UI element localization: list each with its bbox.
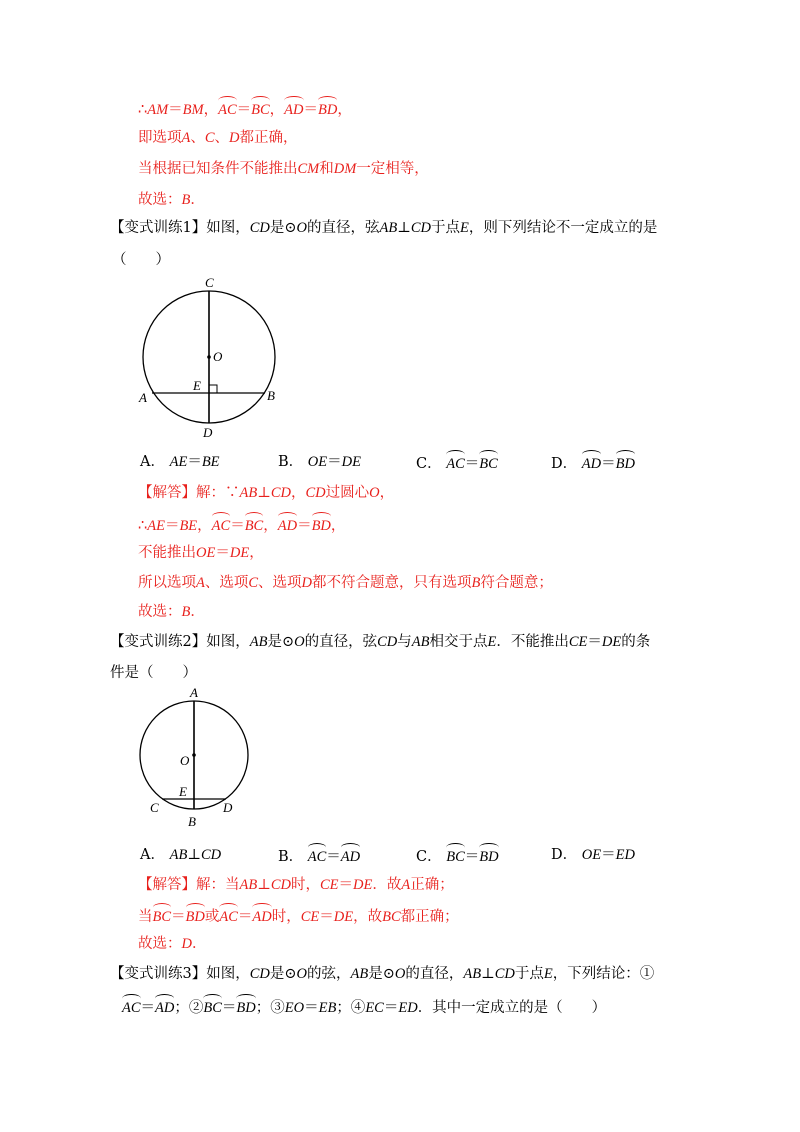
comma: ，	[249, 545, 264, 561]
option-label: D．	[551, 456, 578, 472]
seg: EB	[318, 1000, 337, 1016]
point: O	[369, 485, 380, 501]
q1-solution-line-4	[138, 573, 553, 593]
seg: BE	[179, 518, 198, 534]
seg: CE	[320, 877, 339, 893]
text: 符合题意；	[480, 575, 553, 591]
text: 的直径，弦	[307, 220, 380, 236]
text: ，	[291, 485, 306, 501]
text: 都正确；	[400, 909, 459, 925]
option-label: B．	[278, 454, 304, 470]
label-c: C	[150, 800, 159, 815]
sep: 、	[190, 130, 205, 146]
eq: ＝	[187, 454, 202, 470]
eq: ＝	[237, 909, 253, 925]
arc: AC	[212, 512, 231, 536]
question-tag: 【变式训练2】	[110, 634, 207, 650]
seg: AE	[169, 454, 188, 470]
text: 故选：	[138, 604, 182, 620]
seg-am: AM	[147, 102, 169, 118]
q1-option-b[interactable]	[278, 452, 361, 472]
seg-dm: DM	[333, 161, 357, 177]
label-b: B	[188, 814, 196, 829]
option-label: A．	[140, 847, 165, 863]
arc: BD	[186, 903, 205, 927]
label-d: D	[203, 425, 213, 440]
option-label: B．	[278, 849, 304, 865]
arc: BC	[479, 450, 498, 474]
eq: ＝	[164, 518, 180, 534]
point: E	[543, 966, 553, 982]
intro-line-3	[138, 159, 429, 179]
eq: ＝	[327, 454, 342, 470]
text: 故选：	[138, 936, 182, 952]
option-label: A．	[140, 454, 165, 470]
q3-stem	[110, 964, 654, 984]
text: 相交于点	[429, 634, 488, 650]
arc: AD	[341, 843, 360, 867]
q1-solution-line-5	[138, 602, 205, 622]
arc: AD	[155, 994, 174, 1018]
period: ．	[190, 192, 205, 208]
seg: DE	[333, 909, 354, 925]
eq: ＝	[221, 1000, 237, 1016]
option-label: C．	[416, 456, 442, 472]
arc: AC	[219, 903, 238, 927]
perp: ⊥	[257, 877, 271, 893]
therefore-symbol: ∴	[138, 102, 148, 118]
point: O	[296, 966, 308, 982]
seg: AB	[239, 485, 258, 501]
label-a: A	[139, 390, 147, 405]
q2-figure	[130, 684, 270, 830]
intro-line-1	[138, 96, 352, 120]
text: 过圆心	[325, 485, 370, 501]
eq: ＝	[215, 545, 230, 561]
seg: AB	[169, 847, 188, 863]
text: 如图，	[206, 634, 250, 650]
opt-ref: BC	[382, 909, 401, 925]
text: 正确；	[410, 877, 454, 893]
text: 时，	[271, 909, 301, 925]
solution-tag: 【解答】	[138, 877, 196, 893]
text: 、选项	[258, 575, 302, 591]
text: ．故	[372, 877, 402, 893]
text: 即选项	[138, 130, 182, 146]
seg: ED	[398, 1000, 418, 1016]
text: 是⊙	[267, 634, 295, 650]
text: 于点	[431, 220, 461, 236]
arc: BD	[236, 994, 255, 1018]
right-angle-mark	[209, 385, 217, 393]
comma: ，	[330, 518, 346, 534]
arc: BC	[203, 994, 222, 1018]
text: 是⊙	[269, 220, 297, 236]
seg: CE	[300, 909, 320, 925]
q1-stem	[110, 218, 657, 238]
text: 都不符合题意，只有选项	[312, 575, 472, 591]
seg: EC	[365, 1000, 384, 1016]
q3-stem-line-2	[122, 994, 606, 1018]
seg: OE	[307, 454, 328, 470]
seg: CD	[494, 966, 515, 982]
seg: DE	[229, 545, 250, 561]
seg: ED	[615, 847, 635, 863]
seg: BE	[201, 454, 220, 470]
arc: AC	[122, 994, 141, 1018]
text: 的弦，	[307, 966, 351, 982]
arc-bd: BD	[318, 96, 337, 120]
text: ；④	[336, 1000, 366, 1016]
seg: CD	[270, 485, 292, 501]
text: 当根据已知条件不能推出	[138, 161, 298, 177]
text: ；②	[174, 1000, 204, 1016]
perp: ⊥	[481, 966, 495, 982]
opt-ref: C	[248, 575, 259, 591]
text: ，则下列结论不一定成立的是	[468, 220, 658, 236]
point: O	[296, 220, 308, 236]
eq: ＝	[297, 518, 312, 534]
eq: ＝	[303, 102, 319, 118]
perp: ⊥	[257, 485, 271, 501]
seg: AB	[411, 634, 430, 650]
comma: ，	[203, 102, 219, 118]
seg: CE	[568, 634, 588, 650]
text: 如图，	[206, 220, 250, 236]
seg: AB	[249, 634, 268, 650]
option-label: D．	[551, 847, 578, 863]
q1-figure	[130, 270, 300, 440]
q2-solution-line-3	[138, 934, 206, 954]
seg: DE	[353, 877, 373, 893]
opt-ref: A	[401, 877, 411, 893]
q1-option-d[interactable]	[551, 450, 635, 474]
label-b: B	[267, 388, 275, 403]
text: ，下列结论：①	[552, 966, 655, 982]
label-e: E	[193, 378, 201, 393]
eq: ＝	[319, 909, 334, 925]
text: ．其中一定成立的是（ ）	[417, 1000, 607, 1016]
text: 如图，	[206, 966, 250, 982]
seg: CD	[410, 220, 432, 236]
text: ；③	[255, 1000, 285, 1016]
text: 的条	[621, 634, 651, 650]
text: 所以选项	[138, 575, 196, 591]
intro-line-2	[138, 128, 298, 148]
eq: ＝	[464, 456, 480, 472]
point: O	[294, 634, 305, 650]
text: 都正确，	[239, 130, 298, 146]
sep: 、	[214, 130, 230, 146]
arc: AD	[582, 450, 601, 474]
q2-stem-line-2: 件是（ ）	[110, 665, 197, 681]
opt-ref: A	[181, 130, 191, 146]
label-c: C	[205, 275, 214, 290]
text: 的直径，弦	[304, 634, 378, 650]
eq: ＝	[601, 847, 616, 863]
answer: D	[181, 936, 192, 952]
q1-solution-line-3	[138, 543, 264, 563]
q1-option-c[interactable]	[416, 450, 498, 474]
solution-tag: 【解答】	[138, 485, 196, 501]
q2-option-d[interactable]	[551, 845, 635, 865]
seg-cm: CM	[297, 161, 320, 177]
q2-stem	[110, 632, 650, 652]
eq: ＝	[230, 518, 245, 534]
seg: CD	[200, 847, 222, 863]
text: 不能推出	[138, 545, 196, 561]
opt-ref: C	[204, 130, 215, 146]
point: O	[394, 966, 406, 982]
seg: AB	[379, 220, 398, 236]
arc-bc: BC	[251, 96, 270, 120]
eq: ＝	[587, 634, 602, 650]
answer: B	[181, 604, 191, 620]
arc-ac: AC	[218, 96, 237, 120]
seg: CD	[249, 966, 270, 982]
label-a: A	[190, 685, 198, 700]
text: ．不能推出	[496, 634, 569, 650]
eq: ＝	[383, 1000, 399, 1016]
text: 于点	[514, 966, 544, 982]
text: 解：∵	[196, 485, 240, 501]
arc: AC	[308, 843, 327, 867]
eq: ＝	[338, 877, 354, 893]
text: 一定相等，	[356, 161, 429, 177]
comma: ，	[263, 518, 278, 534]
q1-solution-line-2	[138, 512, 345, 536]
text: 与	[397, 634, 412, 650]
eq: ＝	[236, 102, 252, 118]
eq: ＝	[601, 456, 616, 472]
question-tag: 【变式训练1】	[110, 220, 207, 236]
text: ，	[379, 485, 395, 501]
seg: CD	[305, 485, 326, 501]
opt-ref: D	[301, 575, 313, 591]
eq: ＝	[326, 849, 341, 865]
seg: OE	[196, 545, 216, 561]
arc: AD	[252, 903, 271, 927]
arc: BD	[479, 843, 498, 867]
text: ，故	[353, 909, 383, 925]
opt-ref: B	[471, 575, 481, 591]
option-label: C．	[416, 849, 442, 865]
seg: AB	[239, 877, 258, 893]
text: 、选项	[204, 575, 249, 591]
seg: CD	[270, 877, 292, 893]
label-e: E	[179, 784, 187, 799]
text: 解：当	[196, 877, 240, 893]
eq: ＝	[168, 102, 183, 118]
seg: AE	[147, 518, 165, 534]
seg: AB	[350, 966, 369, 982]
comma: ，	[269, 102, 285, 118]
comma: ，	[197, 518, 212, 534]
q2-solution-line-1	[138, 875, 454, 895]
answer: B	[181, 192, 191, 208]
opt-ref: A	[196, 575, 205, 591]
comma: ，	[337, 102, 352, 118]
arc: BD	[616, 450, 635, 474]
label-o: O	[180, 753, 190, 768]
seg: CD	[377, 634, 398, 650]
perp: ⊥	[397, 220, 411, 236]
opt-ref: D	[229, 130, 240, 146]
q1-option-a[interactable]	[140, 452, 220, 472]
point: E	[460, 220, 469, 236]
eq: ＝	[304, 1000, 319, 1016]
text: 和	[319, 161, 334, 177]
arc: BC	[153, 903, 172, 927]
point: E	[487, 634, 497, 650]
period: ．	[191, 936, 207, 952]
period: ．	[190, 604, 205, 620]
q2-option-b[interactable]	[278, 843, 360, 867]
seg: DE	[601, 634, 622, 650]
eq: ＝	[171, 909, 186, 925]
label-d: D	[223, 800, 233, 815]
text: 是⊙	[368, 966, 395, 982]
center-dot	[207, 355, 211, 359]
seg-bm: BM	[182, 102, 204, 118]
seg: AB	[463, 966, 482, 982]
q1-solution-line-1	[138, 483, 394, 503]
intro-line-4	[138, 190, 205, 210]
eq: ＝	[464, 849, 480, 865]
text: 时，	[291, 877, 321, 893]
therefore-symbol: ∴	[138, 518, 148, 534]
arc: AD	[278, 512, 297, 536]
arc: BC	[245, 512, 264, 536]
q2-solution-line-2	[138, 903, 459, 927]
text: 是⊙	[269, 966, 297, 982]
q2-option-a[interactable]	[140, 845, 221, 865]
arc-ad: AD	[284, 96, 303, 120]
center-dot	[192, 753, 196, 757]
text: 或	[204, 909, 220, 925]
seg: DE	[341, 454, 361, 470]
text: 当	[138, 909, 153, 925]
q2-option-c[interactable]	[416, 843, 499, 867]
seg: CD	[249, 220, 270, 236]
question-tag: 【变式训练3】	[110, 966, 207, 982]
label-o: O	[213, 349, 223, 364]
arc: BC	[446, 843, 465, 867]
text: 故选：	[138, 192, 182, 208]
arc: AC	[446, 450, 465, 474]
text: 的直径，	[405, 966, 464, 982]
q1-paren: （ ）	[112, 252, 170, 268]
arc: BD	[312, 512, 331, 536]
eq: ＝	[140, 1000, 156, 1016]
seg: EO	[284, 1000, 305, 1016]
perp: ⊥	[187, 847, 201, 863]
seg: OE	[581, 847, 602, 863]
